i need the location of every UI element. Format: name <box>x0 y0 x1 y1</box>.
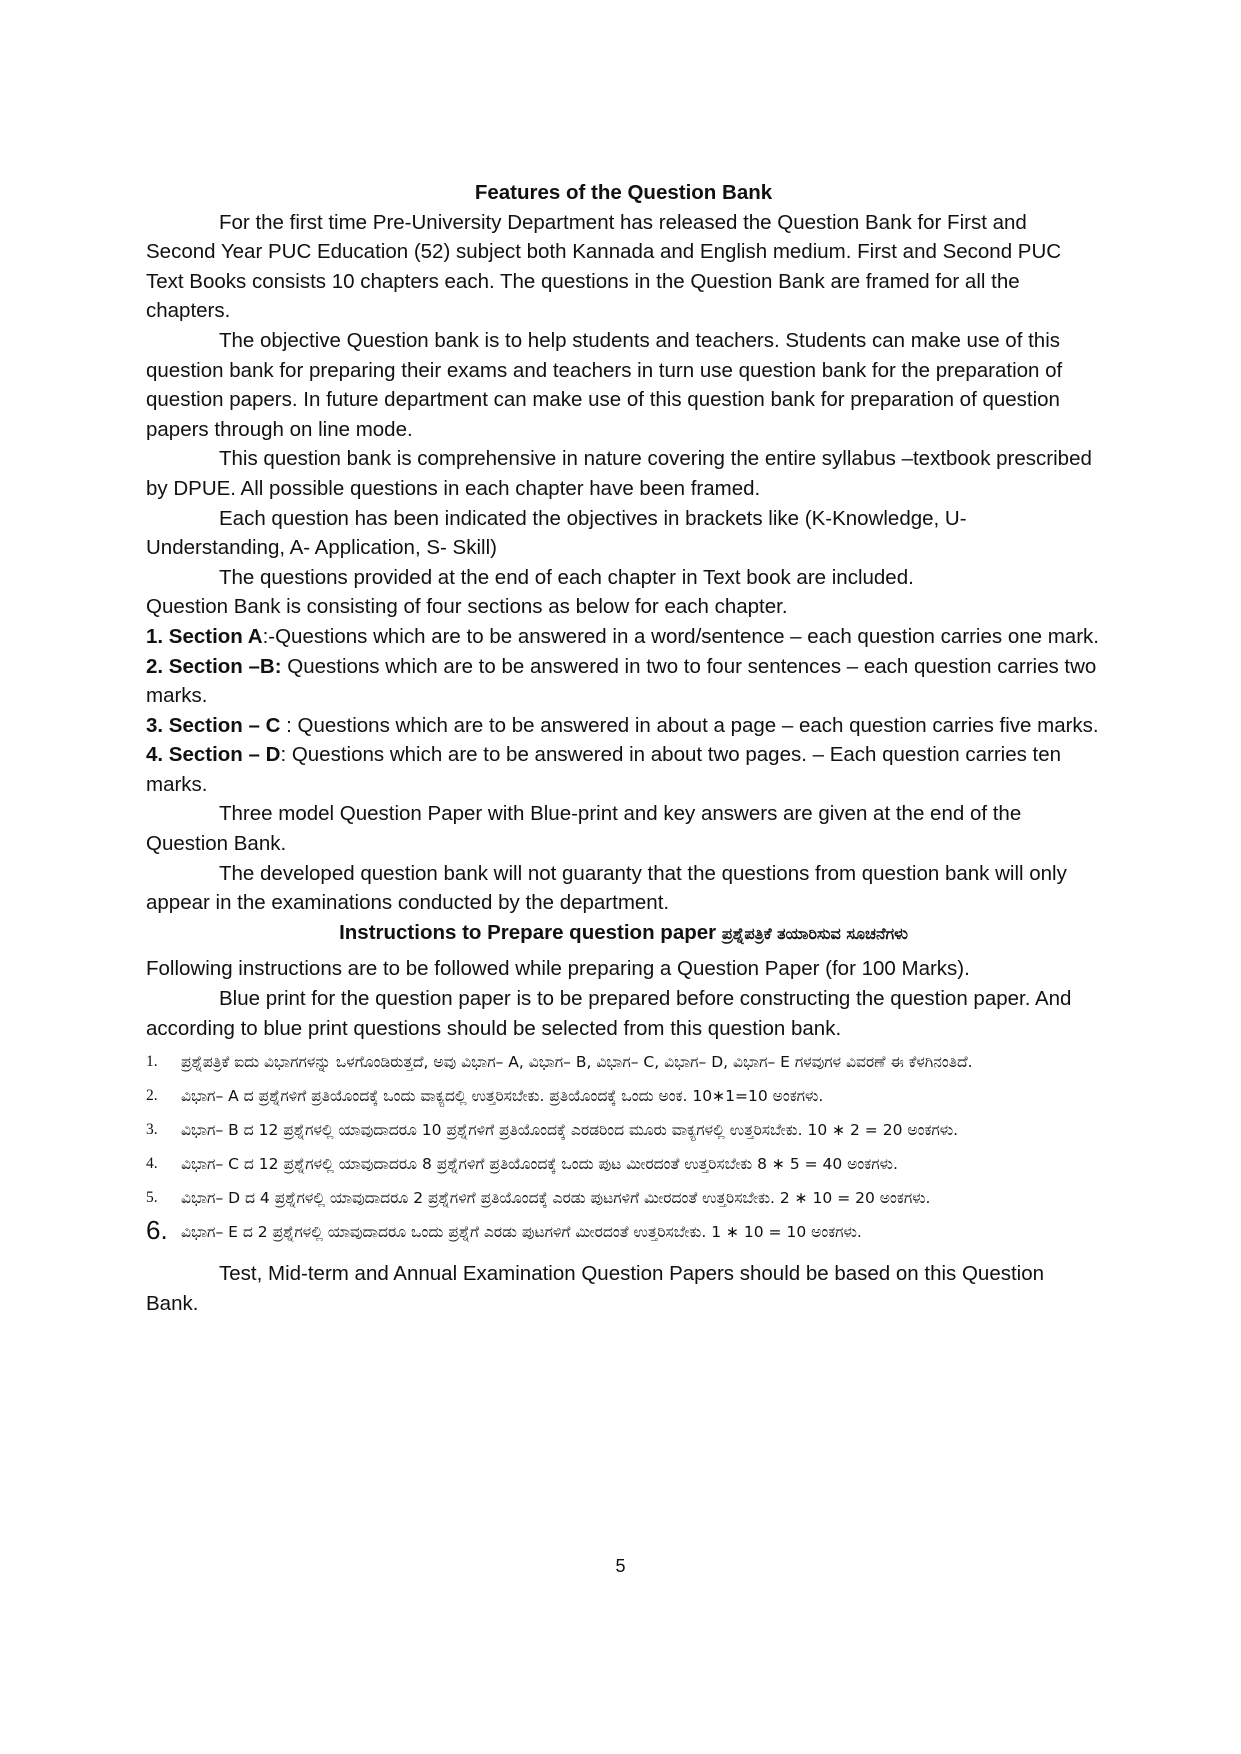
paragraph-intro: For the first time Pre-University Department has released the Question Bank for First and Second Year PUC Education (52) subject both Kannada and English medium. First and Second PUC Text Books consists 10 chapters each. The questions in the Question Bank are framed for all the chapters. <box>146 210 1062 323</box>
paragraph-no-guarantee: The developed question bank will not guaranty that the questions from question bank will only appear in the examinations conducted by the department. <box>146 861 1067 915</box>
list-item <box>146 1049 1101 1075</box>
paragraph-closing: Test, Mid-term and Annual Examination Question Papers should be based on this Question Bank. <box>146 1262 1045 1315</box>
section-c-text: : Questions which are to be answered in about a page – each question carries five marks. <box>280 713 1099 737</box>
section-b <box>146 652 1101 711</box>
list-item-number: 6. <box>146 1215 168 1246</box>
page-title: Features of the Question Bank <box>474 181 773 204</box>
kannada-instructions-list <box>146 1049 1101 1245</box>
list-item <box>146 1185 1101 1211</box>
list-item-number: 4. <box>146 1155 158 1173</box>
list-item-number: 3. <box>146 1121 158 1139</box>
list-item-number: 2. <box>146 1087 158 1105</box>
paragraph-objective: The objective Question bank is to help students and teachers. Students can make use of this question bank for preparing their exams and teachers in turn use question bank for the preparation of question papers. In future department can make use of this question bank for preparation of question papers through on line mode. <box>146 328 1063 441</box>
paragraph-objectives-brackets: Each question has been indicated the objectives in brackets like (K-Knowledge, U-Understanding, A- Application, S- Skill) <box>146 506 967 560</box>
list-item-number: 5. <box>146 1189 158 1207</box>
paragraph-model-papers: Three model Question Paper with Blue-print and key answers are given at the end of the Question Bank. <box>146 802 1022 856</box>
paragraph-comprehensive: This question bank is comprehensive in nature covering the entire syllabus –textbook prescribed by DPUE. All possible questions in each chapter have been framed. <box>146 447 1092 500</box>
list-item-text: ವಿಭಾಗ– A ದ ಪ್ರಶ್ನೆಗಳಿಗೆ ಪ್ರತಿಯೊಂದಕ್ಕೆ ಒಂದು ವಾಕ್ಯದಲ್ಲಿ ಉತ್ತರಿಸಬೇಕು. ಪ್ರತಿಯೊಂದಕ್ಕೆ ಒಂದು ಅಂಕ. 10∗1=10 ಅಂಕಗಳು. <box>181 1087 824 1106</box>
section-a-label: 1. Section A <box>146 624 263 648</box>
list-item-text: ವಿಭಾಗ– E ದ 2 ಪ್ರಶ್ನೆಗಳಲ್ಲಿ ಯಾವುದಾದರೂ ಒಂದು ಪ್ರಶ್ನೆಗೆ ಎರಡು ಪುಟಗಳಿಗೆ ಮೀರದಂತೆ ಉತ್ತರಿಸಬೇಕು. 1 ∗ 10 = 10 ಅಂಕಗಳು. <box>181 1223 862 1242</box>
list-item-text: ಪ್ರಶ್ನೆಪತ್ರಿಕೆ ಐದು ವಿಭಾಗಗಳನ್ನು ಒಳಗೊಂಡಿರುತ್ತದೆ, ಅವು ವಿಭಾಗ– A, ವಿಭಾಗ– B, ವಿಭಾಗ– C, ವಿಭಾಗ– D, ವಿಭಾಗ– E ಗಳವುಗಳ ವಿವರಣೆ ಈ ಕೆಳಗಿನಂತಿದೆ. <box>181 1053 973 1072</box>
section-b-label: 2. Section –B: <box>146 654 282 678</box>
list-item-text: ವಿಭಾಗ– C ದ 12 ಪ್ರಶ್ನೆಗಳಲ್ಲಿ ಯಾವುದಾದರೂ 8 ಪ್ರಶ್ನೆಗಳಿಗೆ ಪ್ರತಿಯೊಂದಕ್ಕೆ ಒಂದು ಪುಟ ಮೀರದಂತೆ ಉತ್ತರಿಸಬೇಕು 8 ∗ 5 = 40 ಅಂಕಗಳು. <box>181 1155 898 1174</box>
paragraph-textbook-questions: The questions provided at the end of each chapter in Text book are included. <box>219 565 914 589</box>
section-b-text: Questions which are to be answered in two to four sentences – each question carries two marks. <box>146 654 1097 708</box>
instructions-intro: Following instructions are to be followed while preparing a Question Paper (for 100 Marks). <box>146 957 970 981</box>
section-a <box>146 622 1101 652</box>
instructions-blueprint: Blue print for the question paper is to be prepared before constructing the question paper. And according to blue print questions should be selected from this question bank. <box>146 987 1072 1040</box>
list-item <box>146 1215 1101 1246</box>
page-content <box>146 178 1101 1318</box>
list-item <box>146 1083 1101 1109</box>
instructions-heading-en: Instructions to Prepare question paper <box>339 920 717 944</box>
section-d-label: 4. Section – D <box>146 743 281 767</box>
instructions-heading <box>146 918 1101 949</box>
list-item <box>146 1117 1101 1143</box>
list-item-text: ವಿಭಾಗ– B ದ 12 ಪ್ರಶ್ನೆಗಳಲ್ಲಿ ಯಾವುದಾದರೂ 10 ಪ್ರಶ್ನೆಗಳಿಗೆ ಪ್ರತಿಯೊಂದಕ್ಕೆ ಎರಡರಿಂದ ಮೂರು ವಾಕ್ಯಗಳಲ್ಲಿ ಉತ್ತರಿಸಬೇಕು. 10 ∗ 2 = 20 ಅಂಕಗಳು. <box>181 1121 959 1140</box>
section-a-text: :-Questions which are to be answered in a word/sentence – each question carries one mark. <box>262 624 1099 648</box>
sections-intro: Question Bank is consisting of four sections as below for each chapter. <box>146 595 788 619</box>
page-number: 5 <box>615 1556 626 1576</box>
list-item-text: ವಿಭಾಗ– D ದ 4 ಪ್ರಶ್ನೆಗಳಲ್ಲಿ ಯಾವುದಾದರೂ 2 ಪ್ರಶ್ನೆಗಳಿಗೆ ಪ್ರತಿಯೊಂದಕ್ಕೆ ಎರಡು ಪುಟಗಳಿಗೆ ಮೀರದಂತೆ ಉತ್ತರಿಸಬೇಕು. 2 ∗ 10 = 20 ಅಂಕಗಳು. <box>181 1189 931 1208</box>
section-d <box>146 740 1101 799</box>
list-item-number: 1. <box>146 1053 158 1071</box>
section-c <box>146 711 1101 741</box>
section-c-label: 3. Section – C <box>146 713 281 737</box>
section-d-text: : Questions which are to be answered in about two pages. – Each question carries ten marks. <box>146 743 1062 796</box>
instructions-heading-kn: ಪ್ರಶ್ನೆಪತ್ರಿಕೆ ತಯಾರಿಸುವ ಸೂಚನೆಗಳು <box>721 923 908 943</box>
list-item <box>146 1151 1101 1177</box>
